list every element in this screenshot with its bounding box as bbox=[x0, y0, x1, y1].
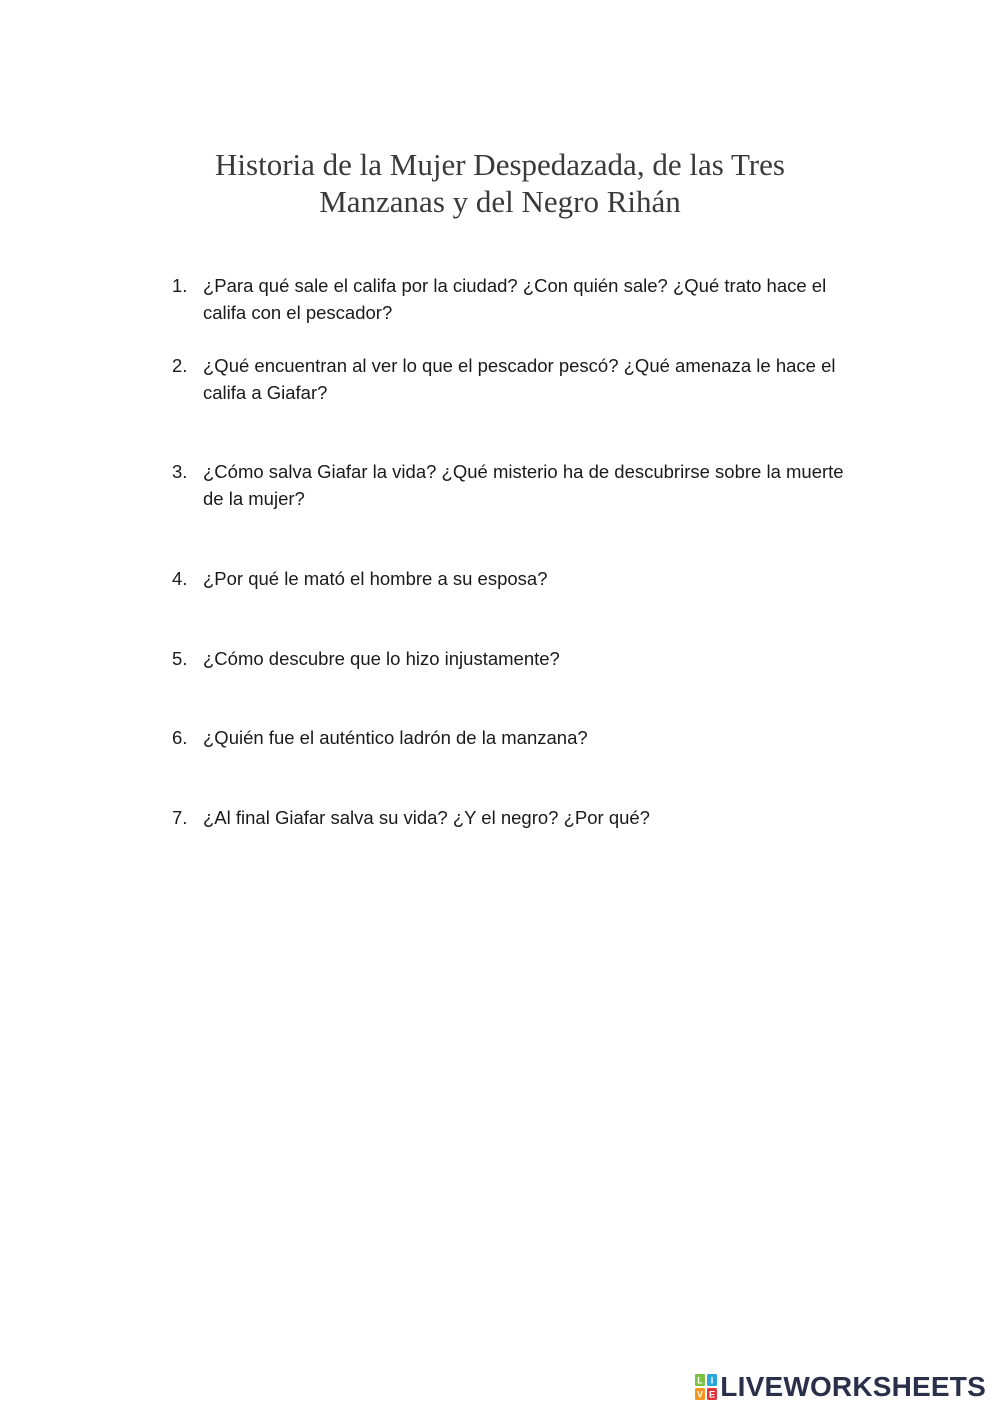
svg-text:V: V bbox=[697, 1389, 704, 1400]
question-item bbox=[172, 804, 872, 831]
question-text: ¿Quién fue el auténtico ladrón de la manzana? bbox=[203, 727, 588, 748]
question-text: ¿Cómo descubre que lo hizo injustamente? bbox=[203, 648, 560, 669]
question-number: 5. bbox=[172, 648, 188, 669]
question-item bbox=[172, 724, 872, 751]
question-item bbox=[172, 352, 872, 406]
question-number: 1. bbox=[172, 275, 188, 296]
question-text: ¿Qué encuentran al ver lo que el pescador pescó? ¿Qué amenaza le hace el califa a Giafar? bbox=[203, 355, 836, 403]
liveworksheets-branding bbox=[695, 1372, 986, 1402]
question-item bbox=[172, 458, 872, 512]
svg-text:E: E bbox=[709, 1389, 716, 1400]
title-line-2: Manzanas y del Negro Rihán bbox=[319, 184, 681, 219]
question-number: 4. bbox=[172, 568, 188, 589]
question-number: 6. bbox=[172, 727, 188, 748]
svg-text:L: L bbox=[697, 1375, 704, 1386]
question-text: ¿Por qué le mató el hombre a su esposa? bbox=[203, 568, 548, 589]
question-item bbox=[172, 565, 872, 592]
question-item bbox=[172, 272, 872, 326]
liveworksheets-wordmark: LIVEWORKSHEETS bbox=[720, 1371, 986, 1402]
question-text: ¿Al final Giafar salva su vida? ¿Y el negro? ¿Por qué? bbox=[203, 807, 650, 828]
question-number: 7. bbox=[172, 807, 188, 828]
question-item bbox=[172, 645, 872, 672]
question-number: 2. bbox=[172, 355, 188, 376]
question-text: ¿Para qué sale el califa por la ciudad? ¿Con quién sale? ¿Qué trato hace el califa con el pescador? bbox=[203, 275, 827, 323]
title-line-1: Historia de la Mujer Despedazada, de las Tres bbox=[215, 147, 785, 182]
svg-text:I: I bbox=[711, 1375, 714, 1386]
question-text: ¿Cómo salva Giafar la vida? ¿Qué misterio ha de descubrirse sobre la muerte de la mujer? bbox=[203, 461, 844, 509]
question-number: 3. bbox=[172, 461, 188, 482]
liveworksheets-logo-icon bbox=[695, 1374, 717, 1400]
worksheet-title bbox=[150, 146, 850, 220]
